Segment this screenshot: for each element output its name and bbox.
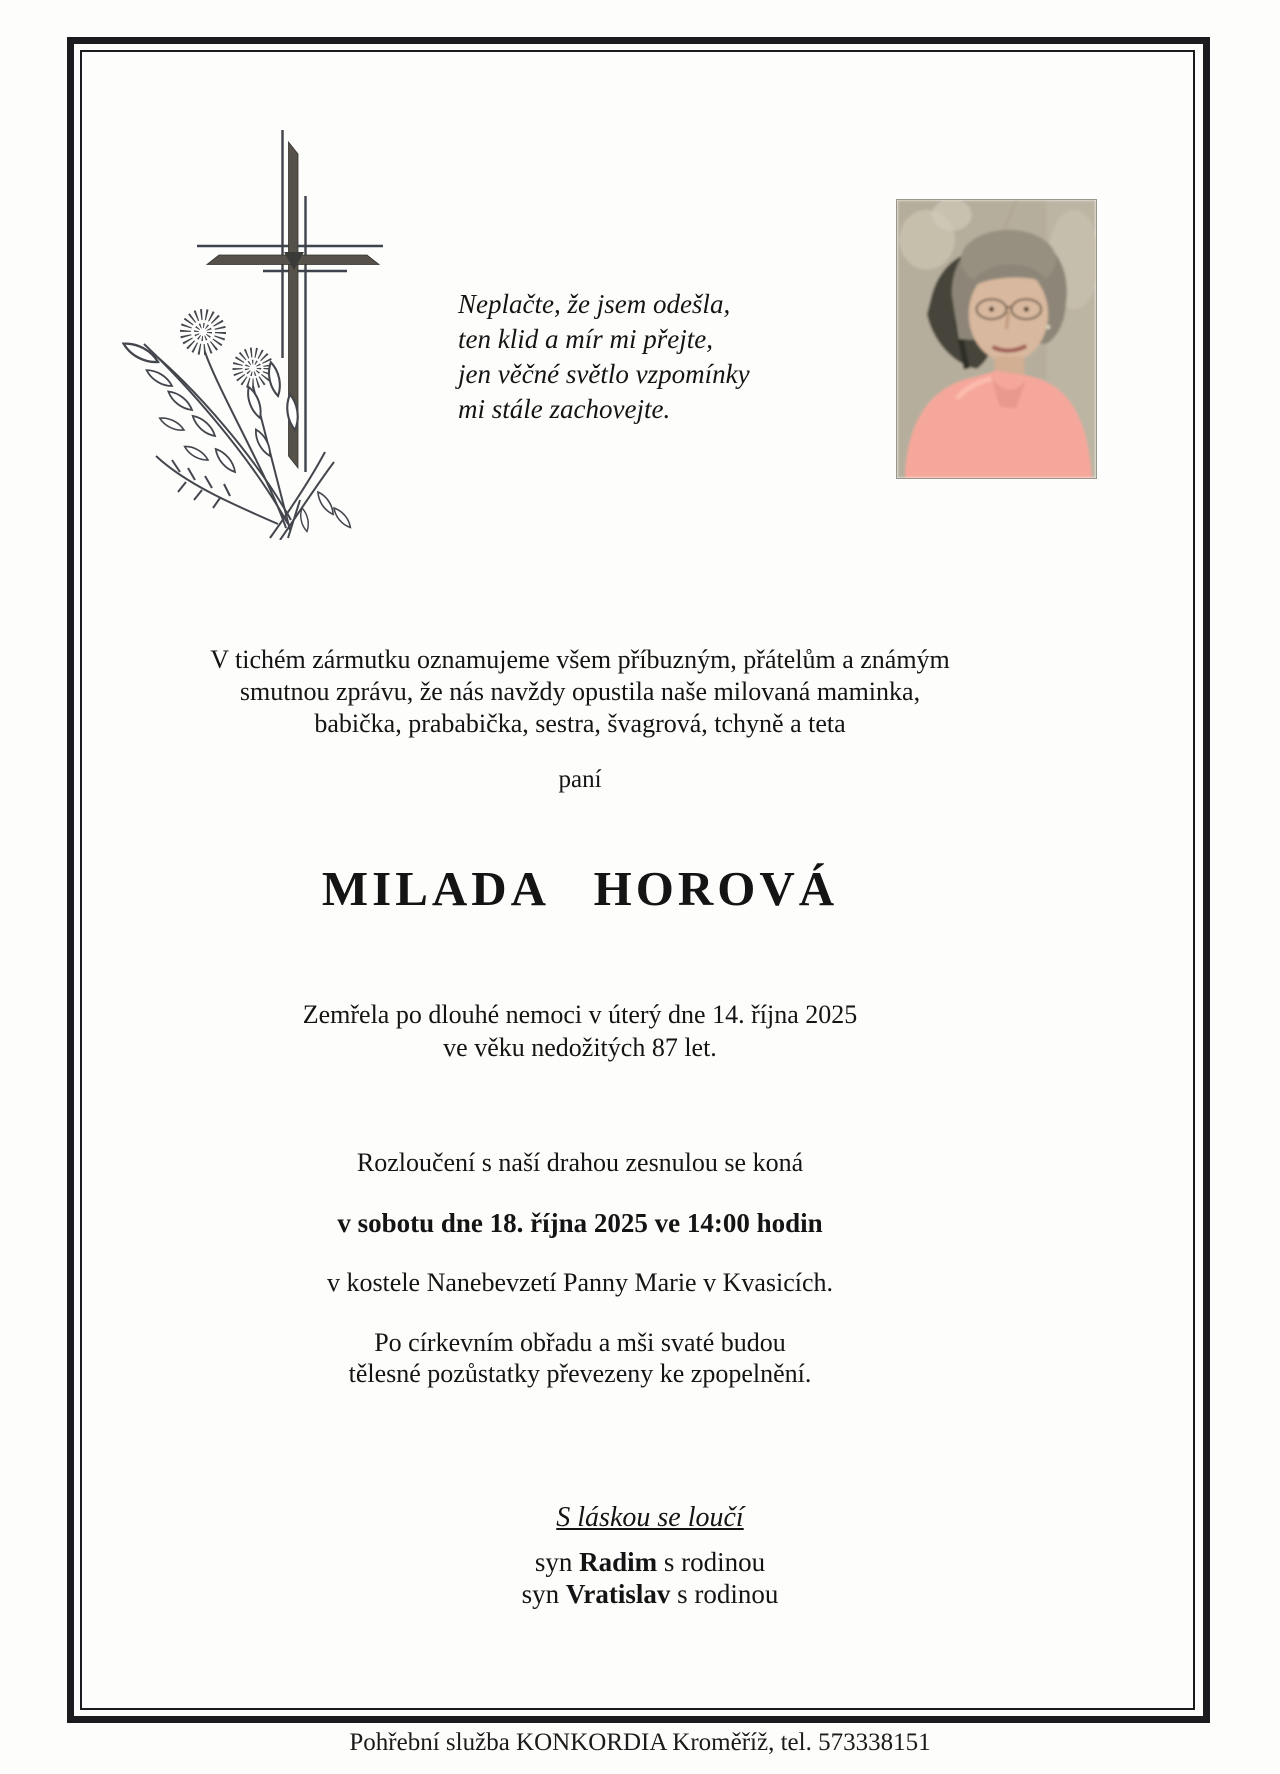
announcement-text bbox=[0, 644, 1160, 740]
announcement-line: babička, prababička, sestra, švagrová, tchyně a teta bbox=[314, 709, 846, 738]
mourner-line bbox=[70, 1547, 1230, 1578]
portrait-of-deceased bbox=[897, 200, 1096, 478]
ceremony-intro: Rozloučení s naší drahou zesnulou se koná bbox=[356, 1148, 804, 1177]
mourner-prefix: syn bbox=[521, 1579, 560, 1609]
mourner-name: Radim bbox=[579, 1547, 658, 1577]
farewell-heading: S láskou se loučí bbox=[556, 1502, 744, 1533]
announcement-line: smutnou zprávu, že nás navždy opustila naše milovaná maminka, bbox=[239, 677, 921, 706]
ceremony-place: v kostele Nanebevzetí Panny Marie v Kvasicích. bbox=[326, 1268, 834, 1297]
announcement-line: V tichém zármutku oznamujeme všem příbuzným, přátelům a známým bbox=[210, 645, 950, 674]
deceased-name: MILADA HOROVÁ bbox=[321, 861, 839, 916]
poem-line: Neplačte, že jsem odešla, bbox=[458, 289, 731, 319]
mourner-line bbox=[70, 1579, 1230, 1610]
cross-with-flowers-icon bbox=[120, 100, 420, 540]
poem-line: jen věčné světlo vzpomínky bbox=[458, 359, 750, 389]
mourner-name: Vratislav bbox=[565, 1579, 671, 1609]
death-info bbox=[0, 998, 1160, 1064]
poem-line: mi stále zachovejte. bbox=[458, 394, 671, 424]
ceremony-datetime: v sobotu dne 18. října 2025 ve 14:00 hodin bbox=[337, 1208, 823, 1238]
cremation-line: Po církevním obřadu a mši svaté budou bbox=[374, 1328, 786, 1357]
funeral-home-footer: Pohřební služba KONKORDIA Kroměříž, tel. 573338151 bbox=[349, 1729, 931, 1756]
mourner-suffix: s rodinou bbox=[663, 1547, 766, 1577]
death-info-line: Zemřela po dlouhé nemoci v úterý dne 14. října 2025 bbox=[302, 1000, 858, 1029]
salutation-text: paní bbox=[558, 766, 602, 793]
mourner-prefix: syn bbox=[534, 1547, 573, 1577]
cremation-line: tělesné pozůstatky převezeny ke zpopelnění. bbox=[348, 1359, 812, 1388]
mourner-suffix: s rodinou bbox=[677, 1579, 779, 1609]
death-info-line: ve věku nedožitých 87 let. bbox=[443, 1033, 717, 1062]
memorial-poem bbox=[458, 287, 788, 427]
cremation-note bbox=[0, 1327, 1160, 1389]
poem-line: ten klid a mír mi přejte, bbox=[458, 324, 713, 354]
